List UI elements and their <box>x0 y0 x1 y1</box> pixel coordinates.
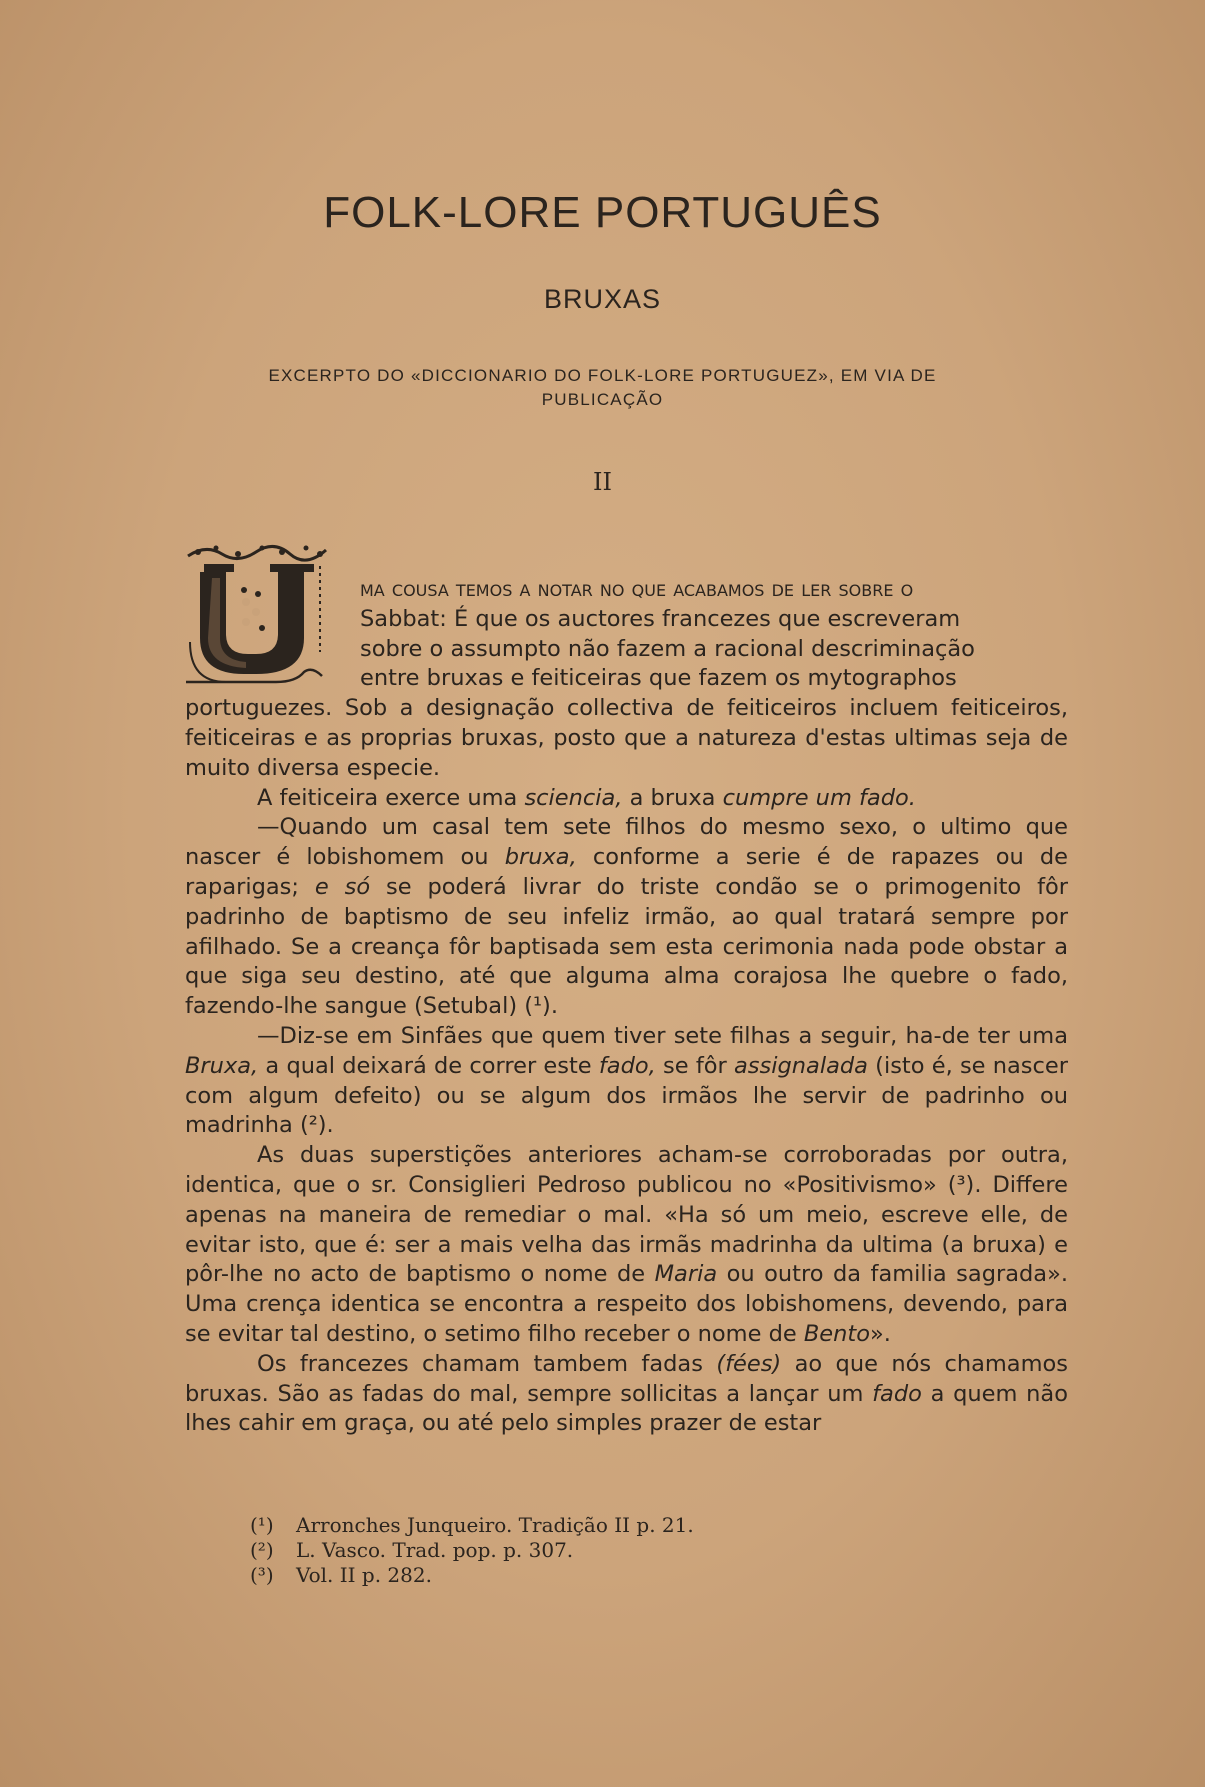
p5-d: Bento <box>803 1320 871 1347</box>
p5-c: ou outro da familia sagrada». Uma crença identica se encontra a respeito dos lobishomens, devendo, para se evitar tal destino, o setimo filho receber o nome de <box>185 1261 1068 1347</box>
p4-a: —Diz-se em Sinfães que quem tiver sete filhas a seguir, ha-de ter uma <box>257 1022 1068 1049</box>
p4-c: a qual deixará de correr este <box>258 1052 599 1079</box>
footnote-2 <box>250 1538 950 1563</box>
p4-e: se fôr <box>655 1052 734 1079</box>
p3-c: conforme a serie é de rapazes ou de raparigas; <box>185 844 1068 900</box>
footnote-3 <box>250 1563 950 1588</box>
footnote-2-text: L. Vasco. Trad. pop. p. 307. <box>296 1538 574 1562</box>
lead-line-4: entre bruxas e feiticeiras que fazem os mytographos <box>360 665 957 692</box>
p4-g: (isto é, se nascer com algum defeito) ou se algum dos irmãos lhe servir de padrinho ou madrinha (²). <box>185 1052 1068 1139</box>
lead-line-1 <box>185 575 1068 605</box>
p3-b: bruxa, <box>504 844 577 871</box>
p3-d: e só <box>314 873 371 900</box>
body-text <box>185 575 1068 1439</box>
paragraph-1 <box>185 575 1068 784</box>
p2-c: a bruxa <box>622 784 723 811</box>
footnote-1-text: Arronches Junqueiro. Tradição II p. 21. <box>296 1513 694 1537</box>
footnote-1 <box>250 1513 950 1538</box>
lead-line-2: Sabbat: É que os auctores francezes que escreveram <box>360 605 961 632</box>
lead-line-1-text: ma cousa temos a notar no que acabamos de ler sobre o <box>360 576 914 602</box>
p4-d: fado, <box>598 1052 656 1079</box>
section-number: II <box>593 468 612 496</box>
footnotes <box>250 1513 950 1588</box>
lead-line-3: sobre o assumpto não fazem a racional descriminação <box>360 635 975 662</box>
paragraph-2 <box>185 784 1068 814</box>
paragraph-5 <box>185 1141 1068 1350</box>
p5-b: Maria <box>654 1261 718 1288</box>
page-subtitle: BRUXAS <box>543 284 662 314</box>
paragraph-1-rest: portuguezes. Sob a designação collectiva de feiticeiros incluem feiticeiros, feiticeiras e as proprias bruxas, posto que a natureza d'estas ultimas seja de muito diversa especie. <box>185 695 1068 781</box>
p6-c: ao que nós chamamos bruxas. São as fadas do mal, sempre sollicitas a lançar um <box>185 1350 1069 1407</box>
excerpt-note: EXCERPTO DO «DICCIONARIO DO FOLK-LORE PORTUGUEZ», EM VIA DE PUBLICAÇÃO <box>268 366 937 409</box>
p5-e: ». <box>870 1320 891 1347</box>
p3-e: se poderá livrar do triste condão se o primogenito fôr padrinho de baptismo de seu infeliz irmão, ao qual tratará sempre por afilhado. Se a creança fôr baptisada sem esta cerimonia nada pode obstar a que siga seu destino, até que alguma alma corajosa lhe quebre o fado, fazendo-lhe sangue (Setubal) (¹). <box>185 873 1069 1020</box>
p6-a: Os francezes chamam tambem fadas <box>257 1350 717 1377</box>
p6-d: fado <box>872 1380 922 1407</box>
p3-a: —Quando um casal tem sete filhos do mesmo sexo, o ultimo que nascer é lobishomem ou <box>185 814 1068 871</box>
p2-b: sciencia, <box>524 784 623 811</box>
footnote-3-mark: (³) <box>250 1563 274 1587</box>
footnote-3-text: Vol. II p. 282. <box>296 1563 432 1587</box>
p5-a: As duas superstições anteriores acham-se corroboradas por outra, identica, que o sr. Consiglieri Pedroso publicou no «Positivismo» (³). Differe apenas na maneira de remediar o mal. «Ha só um meio, escreve elle, de evitar isto, que é: ser a mais velha das irmãs madrinha da ultima (a bruxa) e pôr-lhe no acto de baptismo o nome de <box>185 1142 1068 1288</box>
footnote-1-mark: (¹) <box>250 1513 274 1537</box>
paragraph-6 <box>185 1350 1068 1439</box>
paragraph-3 <box>185 813 1068 1022</box>
p2-d: cumpre um fado. <box>722 784 916 811</box>
p4-b: Bruxa, <box>185 1052 259 1079</box>
p4-f: assignalada <box>734 1052 868 1079</box>
paragraph-4 <box>185 1022 1068 1141</box>
p2-a: A feiticeira exerce uma <box>257 784 525 811</box>
footnote-2-mark: (²) <box>250 1538 274 1562</box>
p6-b: (fées) <box>716 1350 782 1377</box>
page-title: FOLK-LORE PORTUGUÊS <box>323 188 882 237</box>
p6-e: a quem não lhes cahir em graça, ou até pelo simples prazer de estar <box>185 1380 1068 1437</box>
